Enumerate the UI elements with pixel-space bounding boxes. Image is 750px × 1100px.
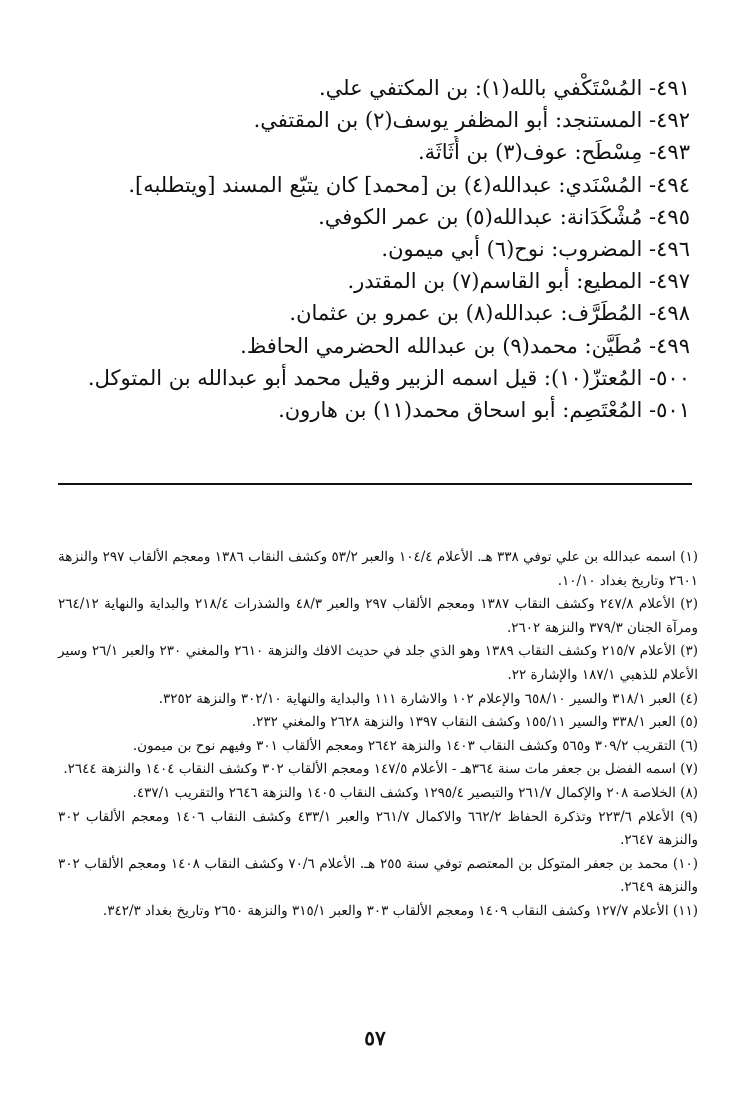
entry-499: ٤٩٩- مُطَيَّن: محمد(٩) بن عبدالله الحضرمي الحافظ.: [240, 333, 690, 358]
page-number: ٥٧: [364, 1026, 386, 1050]
entry-497: ٤٩٧- المطيع: أبو القاسم(٧) بن المقتدر.: [347, 269, 690, 294]
entry-494: ٤٩٤- المُسْنَدي: عبدالله(٤) بن [محمد] كان يتبّع المسند [ويتطلبه].: [128, 172, 690, 197]
entry-495: ٤٩٥- مُشْكَدَانة: عبدالله(٥) بن عمر الكوفي.: [318, 204, 690, 229]
entries-list: [60, 72, 690, 426]
entry-493: ٤٩٣- مِسْطَح: عوف(٣) بن أُثَاثَة.: [418, 140, 690, 165]
footnote-9: (٩) الأعلام ٢٢٣/٦ وتذكرة الحفاظ ٦٦٢/٢ والاكمال ٢٦١/٧ والعبر ٤٣٣/١ وكشف النقاب ١٤٠٦ ومعجم الألقاب ٣٠٢ والنزهة ٢٦٤٧.: [58, 808, 698, 849]
entry-500: ٥٠٠- المُعتزّ(١٠): قيل اسمه الزبير وقيل محمد أبو عبدالله بن المتوكل.: [87, 365, 690, 390]
entry-492: ٤٩٢- المستنجد: أبو المظفر يوسف(٢) بن المقتفي.: [253, 108, 690, 133]
footnote-5: (٥) العبر ٣٣٨/١ والسير ١٥٥/١١ وكشف النقاب ١٣٩٧ والنزهة ٢٦٢٨ والمغني ٢٣٢.: [251, 714, 698, 731]
footnote-10: (١٠) محمد بن جعفر المتوكل بن المعتصم توفي سنة ٢٥٥ هـ. الأعلام ٧٠/٦ وكشف النقاب ١٤٠٨ ومعجم الألقاب ٣٠٢ والنزهة ٢٦٤٩.: [58, 855, 698, 896]
footnote-1: (١) اسمه عبدالله بن علي توفي ٣٣٨ هـ. الأعلام ١٠٤/٤ والعبر ٥٣/٢ وكشف النقاب ١٣٨٦ ومعجم الألقاب ٢٩٧ والنزهة ٢٦٠١ وتاريخ بغداد ١٠/١٠.: [58, 549, 698, 589]
footnote-8: (٨) الخلاصة ٢٠٨ والإكمال ٢٦١/٧ والتبصير ١٢٩٥/٤ وكشف النقاب ١٤٠٥ والنزهة ٢٦٤٦ والتقريب ٤٣٧/١.: [132, 784, 698, 801]
entry-501: ٥٠١- المُعْتَصِم: أبو اسحاق محمد(١١) بن هارون.: [278, 397, 690, 422]
footnote-11: (١١) الأعلام ١٢٧/٧ وكشف النقاب ١٤٠٩ ومعجم الألقاب ٣٠٣ والعبر ٣١٥/١ والنزهة ٢٦٥٠ وتاريخ بغداد ٣٤٢/٣.: [102, 902, 698, 919]
footnote-7: (٧) اسمه الفضل بن جعفر مات سنة ٣٦٤هـ - الأعلام ١٤٧/٥ ومعجم الألقاب ٣٠٢ وكشف النقاب ١٤٠٤ والنزهة ٢٦٤٤.: [63, 761, 698, 778]
footnote-6: (٦) التقريب ٣٠٩/٢ و٥٦٥ وكشف النقاب ١٤٠٣ والنزهة ٢٦٤٢ ومعجم الألقاب ٣٠١ وفيهم نوح بن ميمون.: [132, 737, 698, 754]
entry-498: ٤٩٨- المُطَرَّف: عبدالله(٨) بن عمرو بن عثمان.: [289, 301, 690, 326]
entry-491: ٤٩١- المُسْتَكْفي بالله(١): بن المكتفي علي.: [318, 76, 690, 100]
footnote-divider: [58, 483, 692, 485]
footnote-4: (٤) العبر ٣١٨/١ والسير ٦٥٨/١٠ والإعلام ١٠٢ والاشارة ١١١ والبداية والنهاية ٣٠٢/١٠ والنزهة ٣٢٥٢.: [158, 690, 698, 707]
footnotes-list: [58, 546, 698, 924]
entry-496: ٤٩٦- المضروب: نوح(٦) أبي ميمون.: [381, 236, 690, 261]
footnote-2: (٢) الأعلام ٢٤٧/٨ وكشف النقاب ١٣٨٧ ومعجم الألقاب ٢٩٧ والعبر ٤٨/٣ والشذرات ٢١٨/٤ والبداية والنهاية ٢٦٤/١٢ ومرآة الجنان ٣٧٩/٣ والنزهة ٢٦٠٢.: [58, 596, 698, 636]
footnote-3: (٣) الأعلام ٢١٥/٧ وكشف النقاب ١٣٨٩ وهو الذي جلد في حديث الافك والنزهة ٢٦١٠ والمغني ٢٣٠ والعبر ٢٦/١ وسير الأعلام للذهبي ١٨٧/١ والإشارة ٢٢.: [58, 643, 698, 683]
